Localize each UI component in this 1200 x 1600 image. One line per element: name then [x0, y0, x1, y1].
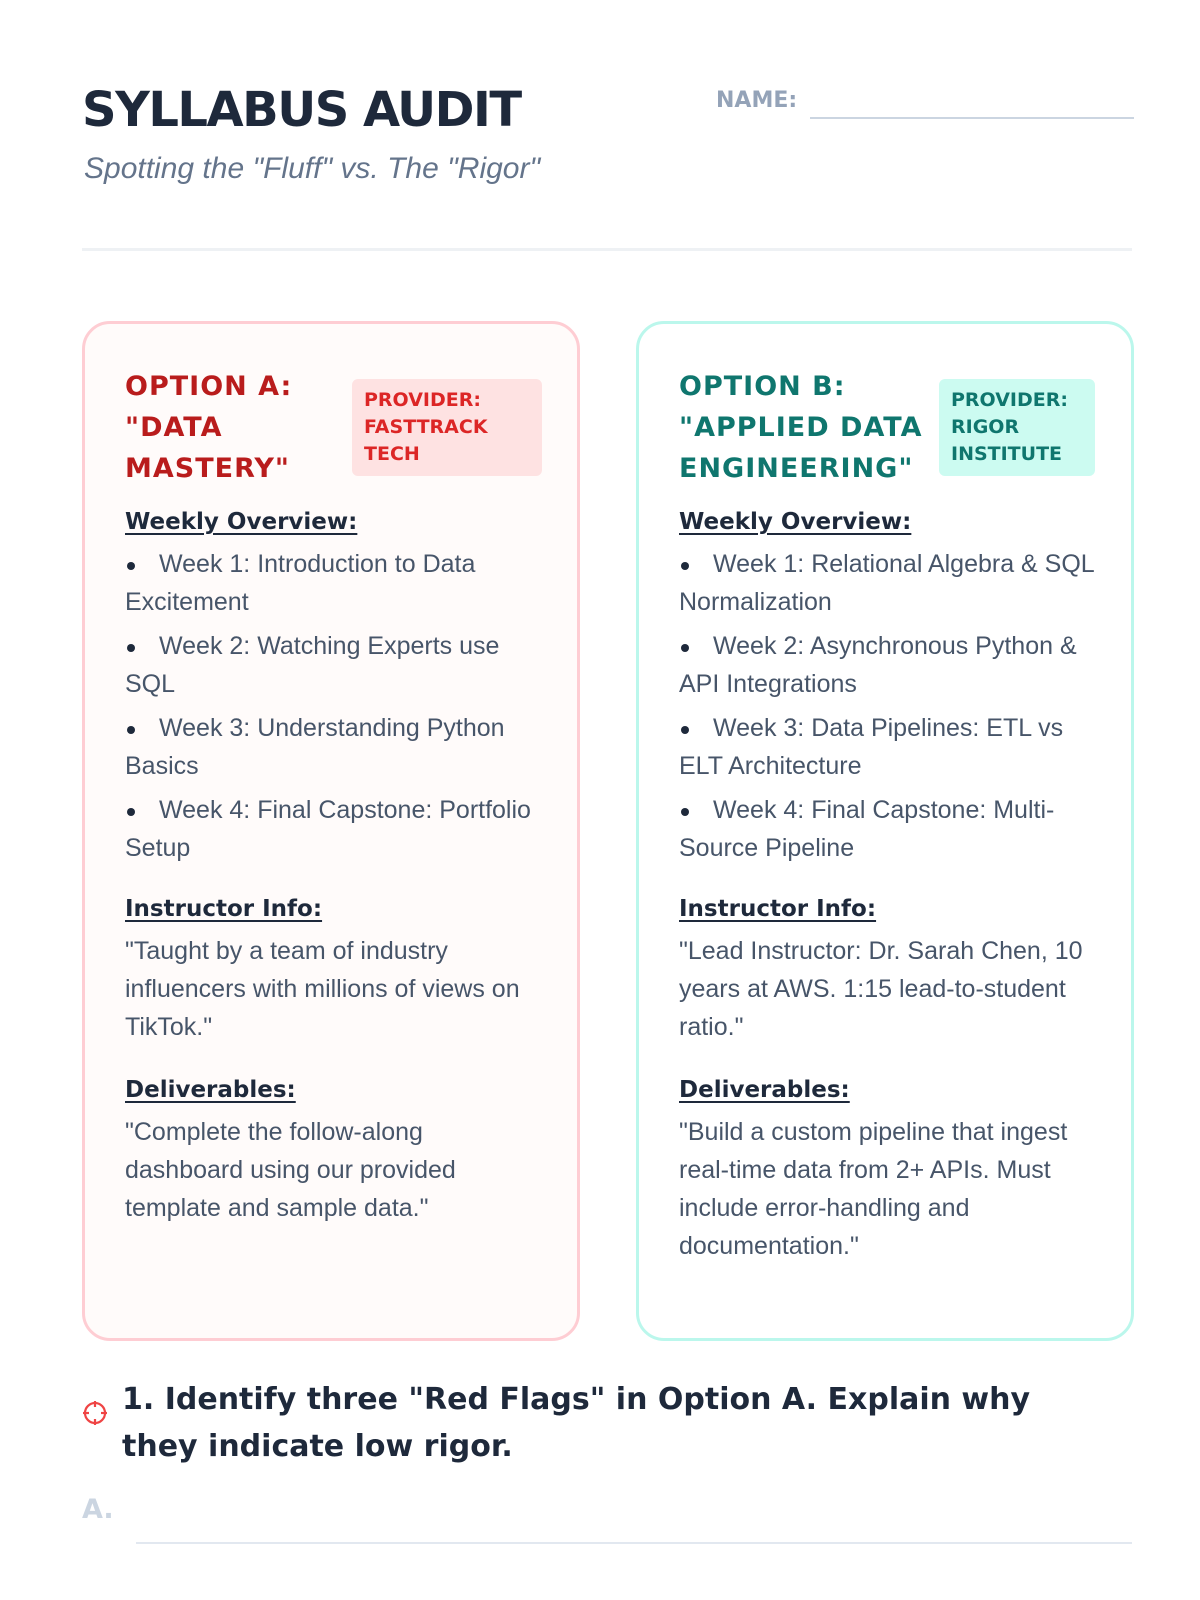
answer-label: A.: [82, 1494, 114, 1525]
page-title: SYLLABUS AUDIT: [82, 82, 521, 138]
option-b-deliverables-text: "Build a custom pipeline that ingest real-time data from 2+ APIs. Must include error-handling and documentation.": [679, 1118, 1068, 1260]
option-b-weekly-heading: Weekly Overview:: [679, 509, 912, 535]
option-b-deliverables-section: [679, 1077, 1099, 1265]
option-a-instructor-heading: Instructor Info:: [125, 896, 323, 922]
option-a-instructor-text: "Taught by a team of industry influencers with millions of views on TikTok.": [125, 937, 520, 1041]
option-a-provider-badge: PROVIDER: FASTTRACK TECH: [352, 379, 542, 476]
option-a-week-list: [125, 545, 545, 867]
option-a-weekly-heading: Weekly Overview:: [125, 509, 358, 535]
page-header: [82, 80, 1132, 210]
answer-input-line[interactable]: [136, 1542, 1132, 1544]
option-a-title: OPTION A: "DATA MASTERY": [125, 371, 293, 484]
target-icon: [82, 1400, 108, 1426]
option-a-card: [82, 321, 580, 1341]
list-item: Week 4: Final Capstone: Portfolio Setup: [125, 791, 545, 867]
page-subtitle: Spotting the "Fluff" vs. The "Rigor": [84, 152, 541, 185]
option-b-deliverables-heading: Deliverables:: [679, 1077, 850, 1103]
option-b-week-list: [679, 545, 1099, 867]
option-a-deliverables-section: [125, 1077, 545, 1227]
option-a-deliverables-text: "Complete the follow-along dashboard using our provided template and sample data.": [125, 1118, 456, 1222]
list-item: Week 1: Introduction to Data Excitement: [125, 545, 545, 621]
option-a-instructor-section: [125, 896, 545, 1046]
list-item: Week 1: Relational Algebra & SQL Normalization: [679, 545, 1099, 621]
question-text: 1. Identify three "Red Flags" in Option A. Explain why they indicate low rigor.: [122, 1382, 1031, 1464]
option-b-card: [636, 321, 1134, 1341]
option-b-instructor-text: "Lead Instructor: Dr. Sarah Chen, 10 years at AWS. 1:15 lead-to-student ratio.": [679, 937, 1083, 1041]
list-item: Week 2: Asynchronous Python & API Integrations: [679, 627, 1099, 703]
list-item: Week 3: Data Pipelines: ETL vs ELT Architecture: [679, 709, 1099, 785]
option-b-title: OPTION B: "APPLIED DATA ENGINEERING": [679, 371, 923, 484]
option-a-weekly-section: [125, 509, 545, 873]
name-input-line[interactable]: [810, 117, 1134, 119]
name-label: NAME:: [716, 88, 798, 113]
option-b-instructor-heading: Instructor Info:: [679, 896, 877, 922]
header-divider: [82, 248, 1132, 251]
list-item: Week 2: Watching Experts use SQL: [125, 627, 545, 703]
list-item: Week 4: Final Capstone: Multi-Source Pipeline: [679, 791, 1099, 867]
list-item: Week 3: Understanding Python Basics: [125, 709, 545, 785]
option-b-weekly-section: [679, 509, 1099, 873]
option-b-provider-badge: PROVIDER: RIGOR INSTITUTE: [939, 379, 1095, 476]
option-a-deliverables-heading: Deliverables:: [125, 1077, 296, 1103]
option-b-instructor-section: [679, 896, 1099, 1046]
